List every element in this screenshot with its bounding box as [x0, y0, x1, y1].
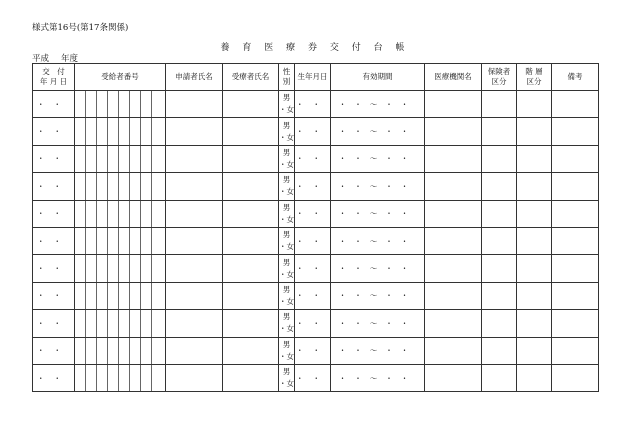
sex-cell[interactable]: 男 ・女	[279, 337, 295, 364]
valid-period-cell[interactable]: ・・〜・・	[331, 145, 425, 172]
register-body	[33, 91, 599, 392]
table-row	[33, 91, 599, 118]
recipient-number-digit-cell[interactable]	[97, 173, 108, 200]
recipient-number-digit-cell[interactable]	[141, 282, 152, 309]
tier-class-cell[interactable]	[517, 118, 552, 145]
tier-class-cell[interactable]	[517, 173, 552, 200]
patient-name-cell[interactable]	[223, 173, 279, 200]
recipient-number-digit-cell[interactable]	[97, 145, 108, 172]
recipient-number-digit-cell[interactable]	[86, 282, 97, 309]
tier-class-cell[interactable]	[517, 310, 552, 337]
recipient-number-digit-cell[interactable]	[75, 337, 86, 364]
recipient-number-digit-cell[interactable]	[141, 145, 152, 172]
birth-date-cell[interactable]: ・・	[295, 255, 331, 282]
col-issue-date: 交 付 年 月 日	[33, 64, 75, 91]
recipient-number-digit-cell[interactable]	[97, 310, 108, 337]
recipient-number-digit-cell[interactable]	[119, 282, 130, 309]
recipient-number-digit-cell[interactable]	[108, 91, 119, 118]
issue-date-cell[interactable]: ・・	[33, 173, 75, 200]
recipient-number-check-cell[interactable]	[152, 282, 166, 309]
col-remarks: 備考	[552, 64, 599, 91]
table-row	[33, 337, 599, 364]
col-patient-name: 受療者氏名	[223, 64, 279, 91]
birth-date-cell[interactable]: ・・	[295, 282, 331, 309]
recipient-number-digit-cell[interactable]	[86, 173, 97, 200]
valid-period-cell[interactable]: ・・〜・・	[331, 310, 425, 337]
recipient-number-digit-cell[interactable]	[141, 364, 152, 391]
recipient-number-check-cell[interactable]	[152, 227, 166, 254]
institution-name-cell[interactable]	[425, 145, 482, 172]
issue-date-cell[interactable]: ・・	[33, 227, 75, 254]
recipient-number-digit-cell[interactable]	[108, 200, 119, 227]
remarks-cell[interactable]	[552, 364, 599, 391]
patient-name-cell[interactable]	[223, 337, 279, 364]
recipient-number-check-cell[interactable]	[152, 255, 166, 282]
valid-period-cell[interactable]: ・・〜・・	[331, 255, 425, 282]
year-label: 年度	[61, 54, 79, 64]
insurer-class-cell[interactable]	[482, 118, 517, 145]
issue-date-cell[interactable]: ・・	[33, 364, 75, 391]
recipient-number-digit-cell[interactable]	[75, 173, 86, 200]
recipient-number-digit-cell[interactable]	[141, 337, 152, 364]
birth-date-cell[interactable]: ・・	[295, 173, 331, 200]
valid-period-cell[interactable]: ・・〜・・	[331, 118, 425, 145]
col-applicant-name: 申請者氏名	[166, 64, 223, 91]
recipient-number-digit-cell[interactable]	[86, 91, 97, 118]
birth-date-cell[interactable]: ・・	[295, 337, 331, 364]
applicant-name-cell[interactable]	[166, 118, 223, 145]
recipient-number-digit-cell[interactable]	[97, 118, 108, 145]
tier-class-cell[interactable]	[517, 255, 552, 282]
recipient-number-digit-cell[interactable]	[75, 310, 86, 337]
table-row	[33, 310, 599, 337]
issue-date-cell[interactable]: ・・	[33, 118, 75, 145]
recipient-number-digit-cell[interactable]	[119, 337, 130, 364]
recipient-number-digit-cell[interactable]	[97, 227, 108, 254]
recipient-number-check-cell[interactable]	[152, 337, 166, 364]
tier-class-cell[interactable]	[517, 145, 552, 172]
col-insurer-class: 保険者 区分	[482, 64, 517, 91]
remarks-cell[interactable]	[552, 91, 599, 118]
applicant-name-cell[interactable]	[166, 337, 223, 364]
birth-date-cell[interactable]: ・・	[295, 200, 331, 227]
table-row	[33, 118, 599, 145]
sex-cell[interactable]: 男 ・女	[279, 255, 295, 282]
recipient-number-digit-cell[interactable]	[86, 337, 97, 364]
patient-name-cell[interactable]	[223, 282, 279, 309]
insurer-class-cell[interactable]	[482, 337, 517, 364]
remarks-cell[interactable]	[552, 282, 599, 309]
col-institution-name: 医療機関名	[425, 64, 482, 91]
remarks-cell[interactable]	[552, 227, 599, 254]
recipient-number-digit-cell[interactable]	[108, 310, 119, 337]
recipient-number-digit-cell[interactable]	[75, 118, 86, 145]
era-label: 平成	[32, 54, 50, 64]
institution-name-cell[interactable]	[425, 118, 482, 145]
recipient-number-digit-cell[interactable]	[130, 145, 141, 172]
valid-period-cell[interactable]: ・・〜・・	[331, 227, 425, 254]
table-row	[33, 364, 599, 391]
recipient-number-digit-cell[interactable]	[86, 200, 97, 227]
recipient-number-digit-cell[interactable]	[86, 227, 97, 254]
col-recipient-number: 受給者番号	[75, 64, 166, 91]
table-row	[33, 200, 599, 227]
recipient-number-digit-cell[interactable]	[75, 282, 86, 309]
patient-name-cell[interactable]	[223, 255, 279, 282]
recipient-number-digit-cell[interactable]	[119, 91, 130, 118]
tier-class-cell[interactable]	[517, 91, 552, 118]
recipient-number-digit-cell[interactable]	[108, 255, 119, 282]
sex-cell[interactable]: 男 ・女	[279, 91, 295, 118]
valid-period-cell[interactable]: ・・〜・・	[331, 91, 425, 118]
recipient-number-digit-cell[interactable]	[97, 91, 108, 118]
issue-date-cell[interactable]: ・・	[33, 337, 75, 364]
page-title: 養 育 医 療 券 交 付 台 帳	[220, 43, 410, 53]
recipient-number-digit-cell[interactable]	[130, 255, 141, 282]
header-row	[33, 64, 599, 91]
remarks-cell[interactable]	[552, 200, 599, 227]
sex-cell[interactable]: 男 ・女	[279, 200, 295, 227]
table-row	[33, 282, 599, 309]
recipient-number-digit-cell[interactable]	[108, 282, 119, 309]
recipient-number-check-cell[interactable]	[152, 118, 166, 145]
recipient-number-digit-cell[interactable]	[141, 173, 152, 200]
tier-class-cell[interactable]	[517, 227, 552, 254]
recipient-number-digit-cell[interactable]	[130, 118, 141, 145]
applicant-name-cell[interactable]	[166, 91, 223, 118]
valid-period-cell[interactable]: ・・〜・・	[331, 200, 425, 227]
valid-period-cell[interactable]: ・・〜・・	[331, 364, 425, 391]
recipient-number-digit-cell[interactable]	[108, 118, 119, 145]
recipient-number-digit-cell[interactable]	[119, 310, 130, 337]
tier-class-cell[interactable]	[517, 200, 552, 227]
issuance-register-table	[32, 63, 599, 392]
recipient-number-digit-cell[interactable]	[108, 227, 119, 254]
insurer-class-cell[interactable]	[482, 227, 517, 254]
recipient-number-digit-cell[interactable]	[97, 337, 108, 364]
table-row	[33, 173, 599, 200]
remarks-cell[interactable]	[552, 118, 599, 145]
birth-date-cell[interactable]: ・・	[295, 227, 331, 254]
recipient-number-check-cell[interactable]	[152, 310, 166, 337]
sex-cell[interactable]: 男 ・女	[279, 282, 295, 309]
recipient-number-digit-cell[interactable]	[130, 200, 141, 227]
recipient-number-digit-cell[interactable]	[108, 364, 119, 391]
recipient-number-digit-cell[interactable]	[141, 255, 152, 282]
recipient-number-digit-cell[interactable]	[130, 310, 141, 337]
recipient-number-digit-cell[interactable]	[119, 145, 130, 172]
sex-cell[interactable]: 男 ・女	[279, 145, 295, 172]
recipient-number-digit-cell[interactable]	[97, 364, 108, 391]
patient-name-cell[interactable]	[223, 200, 279, 227]
recipient-number-check-cell[interactable]	[152, 173, 166, 200]
patient-name-cell[interactable]	[223, 118, 279, 145]
tier-class-cell[interactable]	[517, 282, 552, 309]
remarks-cell[interactable]	[552, 255, 599, 282]
institution-name-cell[interactable]	[425, 364, 482, 391]
form-number: 様式第16号(第17条関係)	[32, 23, 129, 33]
recipient-number-digit-cell[interactable]	[75, 255, 86, 282]
insurer-class-cell[interactable]	[482, 282, 517, 309]
applicant-name-cell[interactable]	[166, 282, 223, 309]
valid-period-cell[interactable]: ・・〜・・	[331, 337, 425, 364]
birth-date-cell[interactable]: ・・	[295, 310, 331, 337]
applicant-name-cell[interactable]	[166, 145, 223, 172]
patient-name-cell[interactable]	[223, 364, 279, 391]
recipient-number-digit-cell[interactable]	[130, 282, 141, 309]
institution-name-cell[interactable]	[425, 282, 482, 309]
remarks-cell[interactable]	[552, 173, 599, 200]
applicant-name-cell[interactable]	[166, 364, 223, 391]
remarks-cell[interactable]	[552, 337, 599, 364]
applicant-name-cell[interactable]	[166, 255, 223, 282]
patient-name-cell[interactable]	[223, 145, 279, 172]
valid-period-cell[interactable]: ・・〜・・	[331, 173, 425, 200]
recipient-number-digit-cell[interactable]	[130, 173, 141, 200]
institution-name-cell[interactable]	[425, 227, 482, 254]
applicant-name-cell[interactable]	[166, 227, 223, 254]
patient-name-cell[interactable]	[223, 91, 279, 118]
recipient-number-digit-cell[interactable]	[108, 145, 119, 172]
applicant-name-cell[interactable]	[166, 310, 223, 337]
recipient-number-digit-cell[interactable]	[119, 200, 130, 227]
institution-name-cell[interactable]	[425, 310, 482, 337]
remarks-cell[interactable]	[552, 145, 599, 172]
recipient-number-digit-cell[interactable]	[108, 337, 119, 364]
recipient-number-digit-cell[interactable]	[141, 91, 152, 118]
insurer-class-cell[interactable]	[482, 364, 517, 391]
sex-cell[interactable]: 男 ・女	[279, 310, 295, 337]
recipient-number-digit-cell[interactable]	[75, 227, 86, 254]
recipient-number-digit-cell[interactable]	[75, 145, 86, 172]
sex-cell[interactable]: 男 ・女	[279, 227, 295, 254]
insurer-class-cell[interactable]	[482, 145, 517, 172]
birth-date-cell[interactable]: ・・	[295, 91, 331, 118]
institution-name-cell[interactable]	[425, 255, 482, 282]
recipient-number-digit-cell[interactable]	[75, 200, 86, 227]
recipient-number-digit-cell[interactable]	[130, 91, 141, 118]
applicant-name-cell[interactable]	[166, 173, 223, 200]
tier-class-cell[interactable]	[517, 364, 552, 391]
recipient-number-digit-cell[interactable]	[141, 310, 152, 337]
recipient-number-digit-cell[interactable]	[141, 118, 152, 145]
col-birth-date: 生年月日	[295, 64, 331, 91]
recipient-number-digit-cell[interactable]	[86, 118, 97, 145]
recipient-number-digit-cell[interactable]	[141, 200, 152, 227]
issue-date-cell[interactable]: ・・	[33, 255, 75, 282]
recipient-number-digit-cell[interactable]	[119, 364, 130, 391]
tier-class-cell[interactable]	[517, 337, 552, 364]
table-row	[33, 145, 599, 172]
issue-date-cell[interactable]: ・・	[33, 282, 75, 309]
issue-date-cell[interactable]: ・・	[33, 310, 75, 337]
insurer-class-cell[interactable]	[482, 255, 517, 282]
recipient-number-digit-cell[interactable]	[141, 227, 152, 254]
col-tier-class: 階 層 区分	[517, 64, 552, 91]
recipient-number-check-cell[interactable]	[152, 91, 166, 118]
recipient-number-digit-cell[interactable]	[130, 337, 141, 364]
birth-date-cell[interactable]: ・・	[295, 364, 331, 391]
table-row	[33, 255, 599, 282]
recipient-number-digit-cell[interactable]	[75, 91, 86, 118]
sex-cell[interactable]: 男 ・女	[279, 118, 295, 145]
patient-name-cell[interactable]	[223, 310, 279, 337]
insurer-class-cell[interactable]	[482, 173, 517, 200]
recipient-number-check-cell[interactable]	[152, 145, 166, 172]
applicant-name-cell[interactable]	[166, 200, 223, 227]
birth-date-cell[interactable]: ・・	[295, 118, 331, 145]
recipient-number-digit-cell[interactable]	[97, 200, 108, 227]
issue-date-cell[interactable]: ・・	[33, 200, 75, 227]
recipient-number-digit-cell[interactable]	[97, 282, 108, 309]
table-row	[33, 227, 599, 254]
insurer-class-cell[interactable]	[482, 200, 517, 227]
institution-name-cell[interactable]	[425, 337, 482, 364]
institution-name-cell[interactable]	[425, 91, 482, 118]
recipient-number-digit-cell[interactable]	[130, 364, 141, 391]
issue-date-cell[interactable]: ・・	[33, 91, 75, 118]
recipient-number-digit-cell[interactable]	[86, 364, 97, 391]
recipient-number-digit-cell[interactable]	[119, 227, 130, 254]
recipient-number-digit-cell[interactable]	[119, 255, 130, 282]
recipient-number-digit-cell[interactable]	[86, 310, 97, 337]
recipient-number-digit-cell[interactable]	[119, 118, 130, 145]
sex-cell[interactable]: 男 ・女	[279, 364, 295, 391]
recipient-number-check-cell[interactable]	[152, 200, 166, 227]
recipient-number-digit-cell[interactable]	[108, 173, 119, 200]
insurer-class-cell[interactable]	[482, 91, 517, 118]
patient-name-cell[interactable]	[223, 227, 279, 254]
col-sex: 性 別	[279, 64, 295, 91]
recipient-number-check-cell[interactable]	[152, 364, 166, 391]
recipient-number-digit-cell[interactable]	[97, 255, 108, 282]
col-valid-period: 有効期間	[331, 64, 425, 91]
valid-period-cell[interactable]: ・・〜・・	[331, 282, 425, 309]
institution-name-cell[interactable]	[425, 173, 482, 200]
remarks-cell[interactable]	[552, 310, 599, 337]
issue-date-cell[interactable]: ・・	[33, 145, 75, 172]
birth-date-cell[interactable]: ・・	[295, 145, 331, 172]
institution-name-cell[interactable]	[425, 200, 482, 227]
recipient-number-digit-cell[interactable]	[130, 227, 141, 254]
insurer-class-cell[interactable]	[482, 310, 517, 337]
recipient-number-digit-cell[interactable]	[86, 145, 97, 172]
recipient-number-digit-cell[interactable]	[119, 173, 130, 200]
recipient-number-digit-cell[interactable]	[75, 364, 86, 391]
sex-cell[interactable]: 男 ・女	[279, 173, 295, 200]
recipient-number-digit-cell[interactable]	[86, 255, 97, 282]
